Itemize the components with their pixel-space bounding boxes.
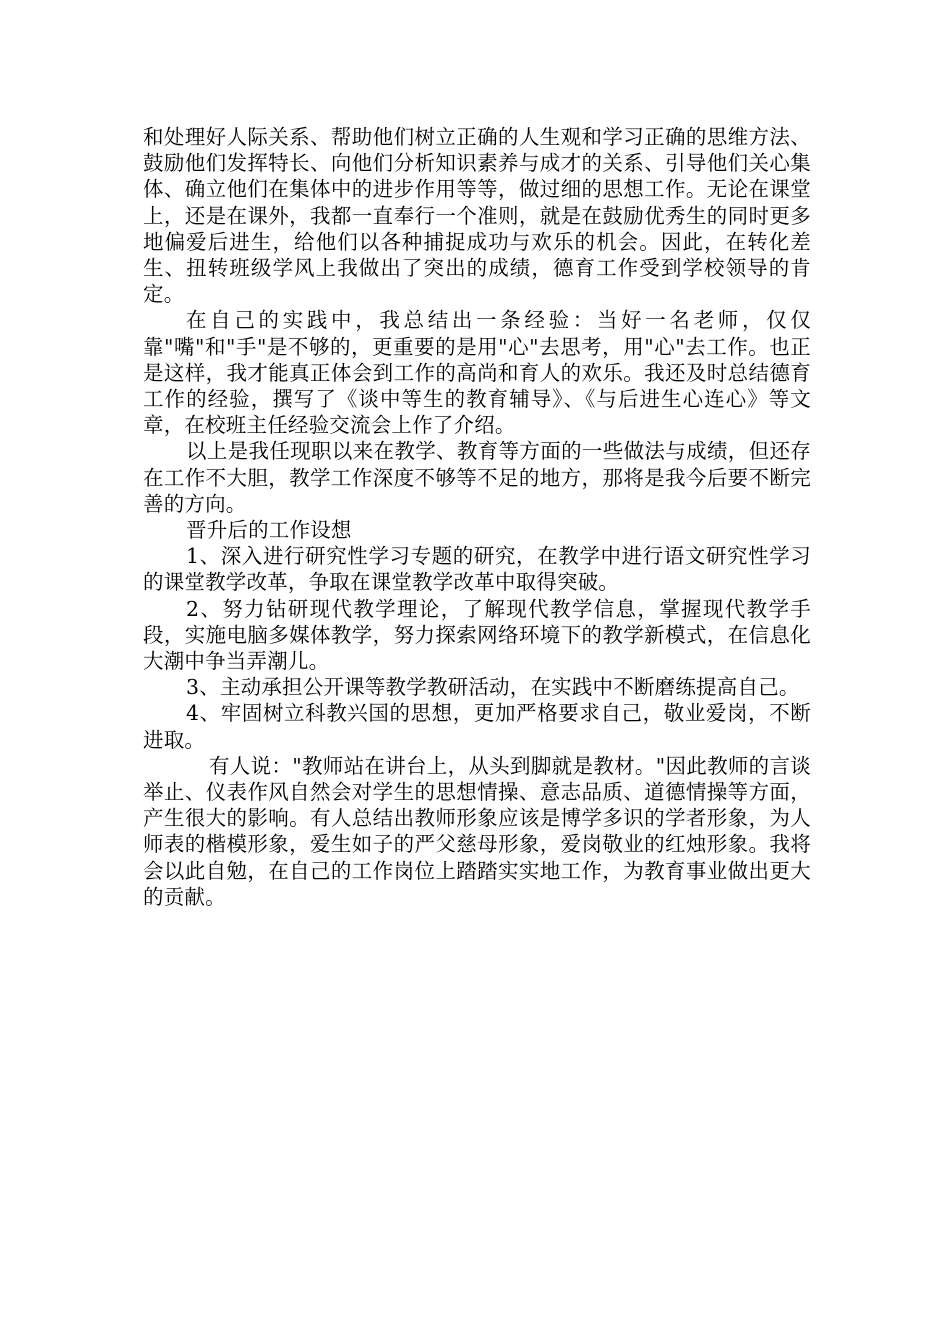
- plan-item-4: 4、牢固树立科教兴国的思想，更加严格要求自己，敬业爱岗，不断进取。: [143, 701, 811, 752]
- plan-item-3: 3、主动承担公开课等教学教研活动，在实践中不断磨练提高自己。: [186, 675, 800, 700]
- section-heading-plans: 晋升后的工作设想: [186, 518, 352, 543]
- document-body: [143, 124, 811, 910]
- plan-item-1: 1、深入进行研究性学习专题的研究，在教学中进行语文研究性学习的课堂教学改革，争取在课堂教学改革中取得突破。: [143, 544, 811, 595]
- paragraph-experience: 在自己的实践中，我总结出一条经验：当好一名老师，仅仅靠"嘴"和"手"是不够的，更重要的是用"心"去思考，用"心"去工作。也正是这样，我才能真正体会到工作的高尚和育人的欢乐。我还及时总结德育工作的经验，撰写了《谈中等生的教育辅导》、《与后进生心连心》等文章，在校班主任经验交流会上作了介绍。: [143, 308, 811, 438]
- paragraph-conclusion: 有人说："教师站在讲台上，从头到脚就是教材。"因此教师的言谈举止、仪表作风自然会对学生的思想情操、意志品质、道德情操等方面，产生很大的影响。有人总结出教师形象应该是博学多识的学者形象，为人师表的楷模形象，爱生如子的严父慈母形象，爱岗敬业的红烛形象。我将会以此自勉，在自己的工作岗位上踏踏实实地工作，为教育事业做出更大的贡献。: [143, 753, 811, 909]
- paragraph-summary: 以上是我任现职以来在教学、教育等方面的一些做法与成绩，但还存在工作不大胆，教学工作深度不够等不足的地方，那将是我今后要不断完善的方向。: [143, 439, 811, 516]
- paragraph-continuation: 和处理好人际关系、帮助他们树立正确的人生观和学习正确的思维方法、鼓励他们发挥特长、向他们分析知识素养与成才的关系、引导他们关心集体、确立他们在集体中的进步作用等等，做过细的思想工作。无论在课堂上，还是在课外，我都一直奉行一个准则，就是在鼓励优秀生的同时更多地偏爱后进生，给他们以各种捕捉成功与欢乐的机会。因此，在转化差生、扭转班级学风上我做出了突出的成绩，德育工作受到学校领导的肯定。: [143, 125, 811, 307]
- plan-item-2: 2、努力钻研现代教学理论，了解现代教学信息，掌握现代教学手段，实施电脑多媒体教学，努力探索网络环境下的教学新模式，在信息化大潮中争当弄潮儿。: [143, 596, 811, 674]
